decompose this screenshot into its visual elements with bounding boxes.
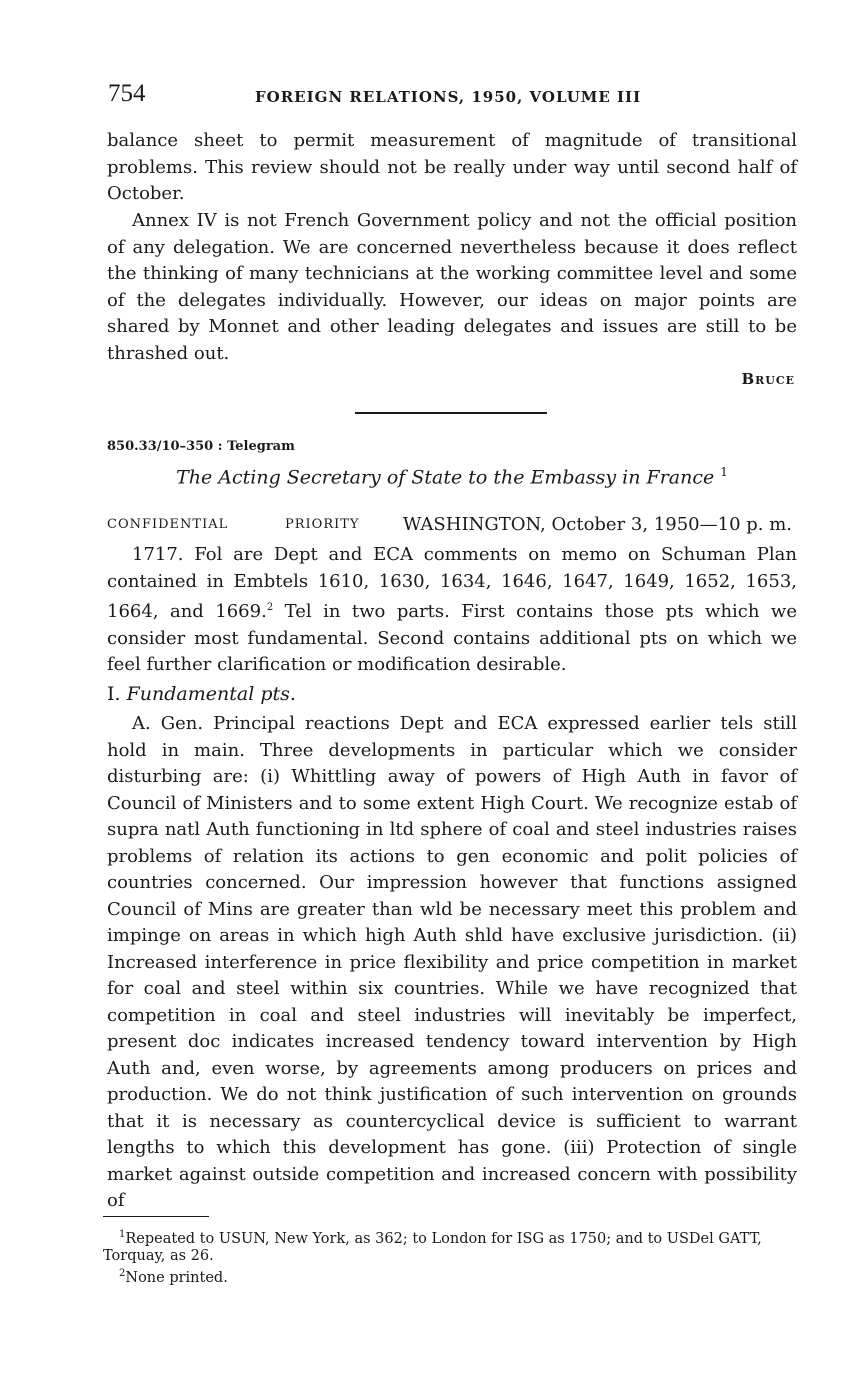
footnote-1-marker: 1: [119, 1229, 126, 1240]
footnote-2: [103, 1265, 793, 1287]
dateline: WASHINGTON, October 3, 1950—10 p. m.: [402, 514, 792, 535]
section-title: Fundamental pts.: [126, 683, 296, 705]
annex-paragraph: Annex IV is not French Government policy and not the official position of any delegation. We are concerned nevertheless because it does reflect the thinking of many technicians at the working committee level and some of the delegates individually. However, our ideas on major points are shared by Monnet and other leading delegates and issues are still to be thrashed out.: [107, 210, 797, 364]
continued-paragraph: balance sheet to permit measurement of magnitude of transitional problems. This review should not be really under way until second half of October.: [107, 130, 797, 204]
footnote-2-text: None printed.: [125, 1269, 228, 1286]
file-reference: 850.33/10–350 : Telegram: [107, 439, 295, 454]
title-footnote-marker: 1: [720, 465, 728, 479]
footnote-2-marker: 2: [119, 1267, 126, 1279]
page-header: [108, 80, 798, 110]
telegram-paragraph-2: A. Gen. Principal reactions Dept and ECA expressed earlier tels still hold in main. Three developments in particular which we consider disturbing are: (i) Whittling away of powers of High Auth in favor of Council of Ministers and to some extent High Court. We recognize estab of supra natl Auth functioning in ltd sphere of coal and steel industries raises problems of relation its actions to gen economic and polit policies of countries concerned. Our impression however that functions assigned Council of Mins are greater than wld be necessary meet this problem and impinge on areas in which high Auth shld have exclusive jurisdiction. (ii) Increased interference in price flexibility and price competition in market for coal and steel within six countries. While we have recognized that competition in coal and steel industries will inevitably be imperfect, present doc indicates increased tendency toward intervention by High Auth and, even worse, by agreements among producers on prices and production. We do not think justification of such intervention on grounds that it is necessary as countercyclical device is sufficient to warrant lengths to which this development has gone. (iii) Protection of single market against outside competition and increased concern with possibility of: [107, 713, 797, 1211]
document-title-text: The Acting Secretary of State to the Embassy in France: [176, 466, 715, 489]
footnote-marker-2: 2: [266, 602, 274, 613]
footnote-1: [103, 1226, 793, 1265]
telegram-paragraph-1-text: 1717. Fol are Dept and ECA comments on memo on Schuman Plan contained in Embtels 1610, 1630, 1634, 1646, 1647, 1649, 1652, 1653, 1664, and 1669.: [107, 544, 797, 622]
running-head: FOREIGN RELATIONS, 1950, VOLUME III: [255, 88, 642, 106]
priority: PRIORITY: [285, 517, 360, 532]
section-divider: [355, 412, 547, 414]
section-number: I.: [107, 683, 121, 705]
page-number: 754: [108, 80, 146, 107]
section-heading: [107, 683, 296, 705]
signature: Bruce: [741, 370, 795, 388]
footnote-1-text: Repeated to USUN, New York, as 362; to London for ISG as 1750; and to USDel GATT, Torquay, as 26.: [103, 1230, 762, 1264]
telegram-paragraph-1-rest: Tel in two parts. First contains those pts which we consider most fundamental. Second contains additional pts on which we feel further clarification or modification desirable.: [107, 601, 797, 675]
footnotes: [103, 1226, 793, 1287]
telegram-paragraph-1: [107, 542, 797, 679]
document-title: [107, 465, 797, 488]
classification: CONFIDENTIAL: [107, 517, 229, 532]
footnote-divider: [103, 1216, 209, 1217]
